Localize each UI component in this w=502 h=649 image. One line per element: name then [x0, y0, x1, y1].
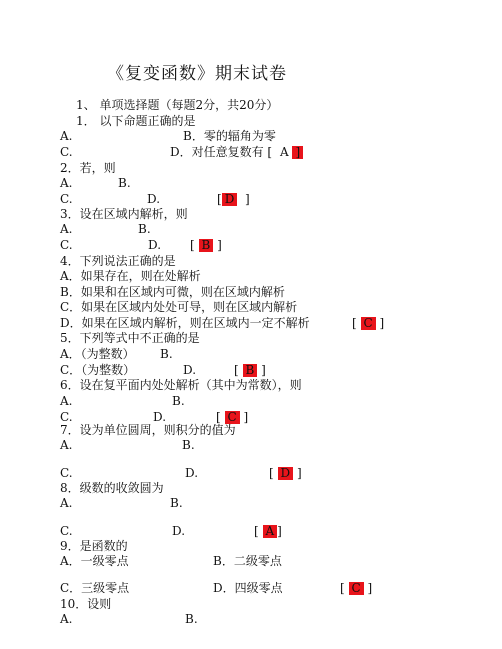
option-a: A. — [60, 394, 73, 408]
answer-mark: C — [225, 411, 240, 424]
option-b: B. — [172, 394, 185, 408]
question-stem: 9．是函数的 — [60, 539, 128, 553]
option-d: D. — [148, 238, 162, 252]
option-d: D. — [147, 192, 161, 206]
option-a: A. — [60, 176, 73, 190]
question-stem: 2．若，则 — [60, 161, 116, 175]
option-d: D．如果在区域内解析，则在区域内一定不解析 — [60, 316, 310, 330]
answer-bracket: [ C ] — [340, 581, 373, 595]
question-stem: 10．设则 — [60, 597, 112, 611]
option-c: C．（为整数） — [60, 363, 136, 377]
option-b: B．如果和在区域内可微，则在区域内解析 — [60, 285, 285, 299]
answer-bracket: A ] — [280, 145, 303, 159]
answer-mark: C — [349, 582, 364, 595]
option-a: A．如果存在，则在处解析 — [60, 269, 201, 283]
option-a: A. — [60, 496, 73, 510]
option-d: D．对任意复数有 [ — [170, 145, 273, 159]
answer-mark: D — [222, 193, 238, 206]
option-c: C. — [60, 410, 73, 424]
answer-bracket: [ D ] — [217, 192, 250, 206]
answer-bracket: [ B ] — [234, 363, 266, 377]
option-a: A. — [60, 129, 73, 143]
option-c: C．三级零点 — [60, 581, 130, 595]
answer-mark: B — [243, 364, 258, 377]
option-a: A. — [60, 438, 73, 452]
answer-mark: D — [278, 467, 294, 480]
question-stem: 7．设为单位圆周，则积分的值为 — [60, 423, 236, 437]
question-stem: 6．设在复平面内处处解析（其中为常数），则 — [60, 378, 302, 392]
option-c: C. — [60, 192, 73, 206]
option-b: B．零的辐角为零 — [183, 129, 276, 143]
answer-mark: C — [361, 317, 376, 330]
option-b: B. — [185, 612, 198, 626]
answer-mark: B — [199, 239, 214, 252]
option-b: B. — [118, 176, 131, 190]
answer-mark: A — [263, 525, 278, 538]
option-b: B. — [170, 496, 183, 510]
option-c: C. — [60, 466, 73, 480]
question-stem: 5．下列等式中不正确的是 — [60, 331, 200, 345]
answer-bracket: [ C ] — [352, 316, 385, 330]
option-a: A．（为整数） — [60, 347, 135, 361]
option-b: B. — [160, 347, 173, 361]
option-c: C. — [60, 524, 73, 538]
option-c: C. — [60, 238, 73, 252]
option-b: B. — [138, 222, 151, 236]
question-stem: 3．设在区域内解析，则 — [60, 207, 188, 221]
page-title: 《复变函数》期末试卷 — [107, 64, 287, 84]
option-a: A. — [60, 612, 73, 626]
question-stem: 4．下列说法正确的是 — [60, 254, 176, 268]
option-d: D. — [185, 466, 199, 480]
option-d: D．四级零点 — [213, 581, 283, 595]
question-stem: 8．级数的收敛圆为 — [60, 481, 164, 495]
question-stem: 1． 以下命题正确的是 — [76, 114, 196, 128]
option-c: C. — [60, 145, 73, 159]
option-a: A．一级零点 — [60, 554, 129, 568]
section-heading: 1、 单项选择题（每题2分，共20分） — [76, 98, 279, 112]
answer-bracket: [ C ] — [216, 410, 249, 424]
option-b: B. — [182, 438, 195, 452]
answer-bracket: [ B ] — [190, 238, 222, 252]
option-d: D. — [172, 524, 186, 538]
answer-bracket: [ D ] — [269, 466, 302, 480]
option-c: C．如果在区域内处处可导，则在区域内解析 — [60, 300, 298, 314]
answer-bracket: [ A ] — [254, 524, 282, 538]
option-d: D. — [183, 363, 197, 377]
option-a: A. — [60, 222, 73, 236]
option-b: B．二级零点 — [213, 554, 282, 568]
answer-mark: ] — [292, 146, 303, 159]
option-d: D. — [153, 410, 167, 424]
